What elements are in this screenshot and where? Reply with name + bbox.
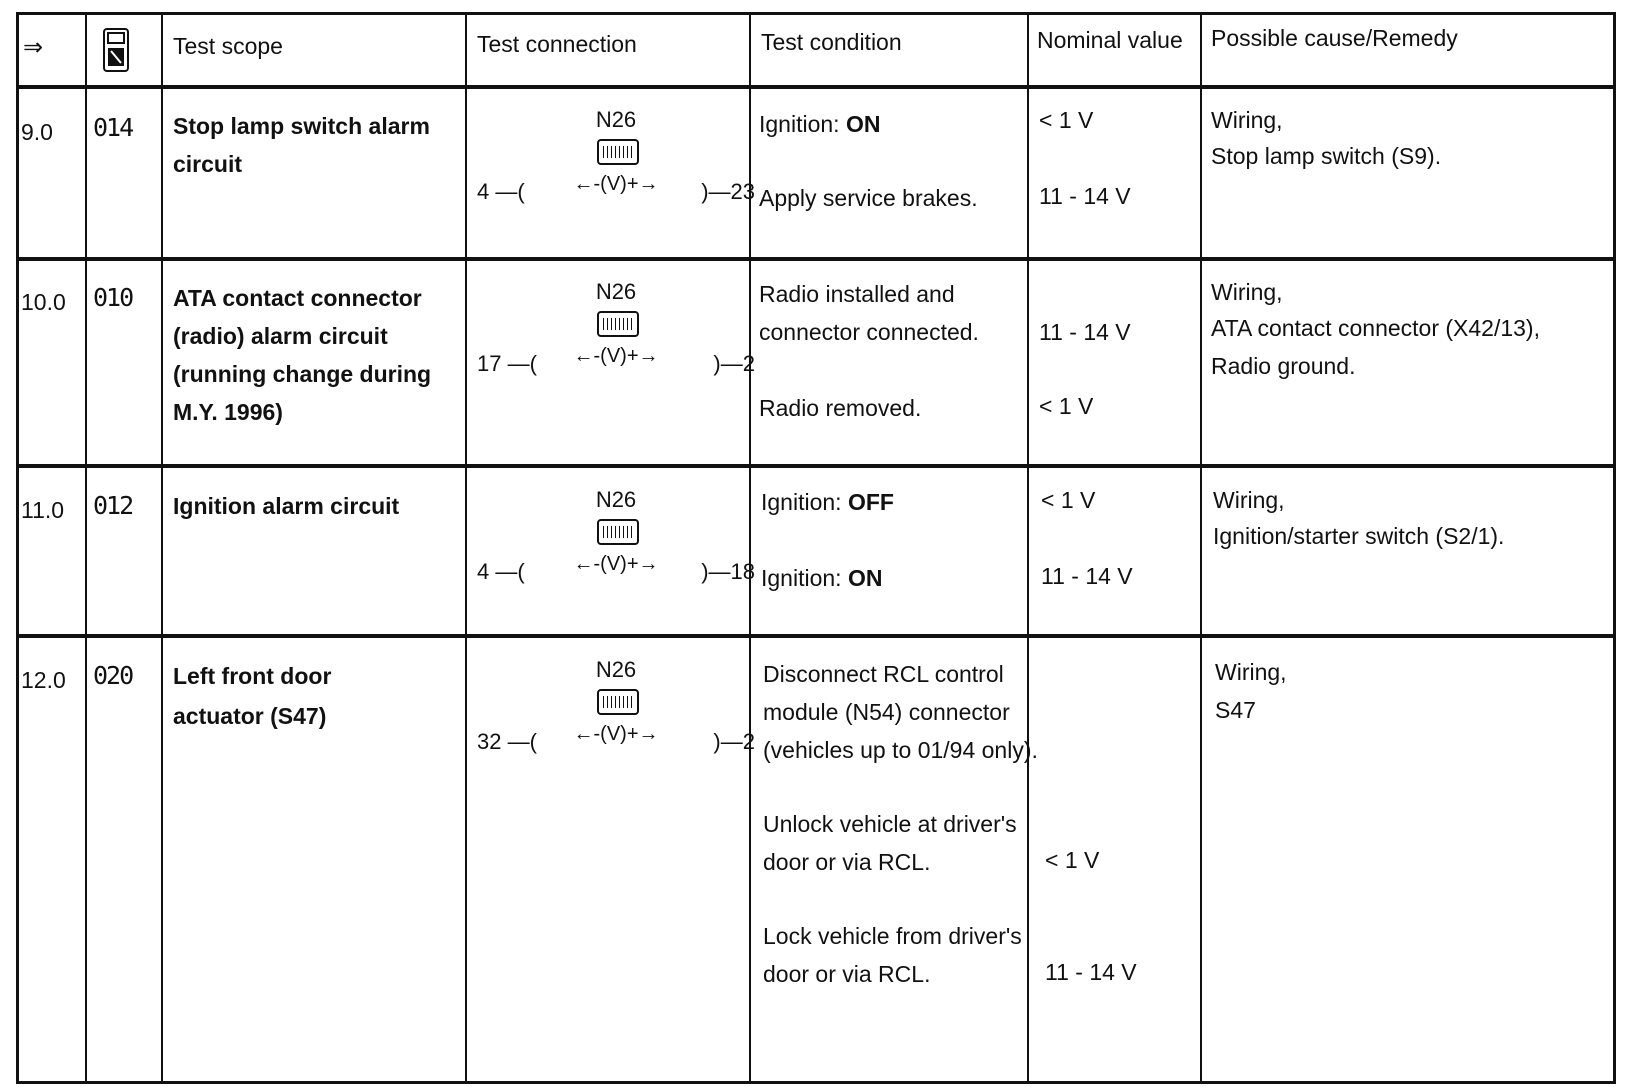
scope-line: Ignition alarm circuit bbox=[173, 493, 400, 519]
left-pin: 4 —( bbox=[477, 559, 525, 584]
test-code: 014 bbox=[93, 113, 133, 142]
remedy-line: S47 bbox=[1215, 697, 1256, 723]
remedy-line: Radio ground. bbox=[1211, 353, 1356, 379]
voltmeter-icon: ←-(V)+→ bbox=[573, 553, 659, 575]
nominal-value: 11 - 14 V bbox=[1041, 563, 1133, 589]
remedy-line: Ignition/starter switch (S2/1). bbox=[1213, 523, 1505, 549]
nominal-value: < 1 V bbox=[1039, 107, 1094, 133]
scope-line: circuit bbox=[173, 151, 243, 177]
condition-line: connector connected. bbox=[759, 319, 979, 345]
scope-line: actuator (S47) bbox=[173, 703, 327, 729]
column-divider bbox=[1200, 15, 1202, 1081]
voltmeter-icon: ←-(V)+→ bbox=[573, 173, 659, 195]
connector-label: N26 bbox=[595, 279, 637, 304]
nominal-value: < 1 V bbox=[1041, 487, 1096, 513]
scope-line: (running change during bbox=[173, 361, 432, 387]
connector-label: N26 bbox=[595, 657, 637, 682]
condition-line: Ignition: OFF bbox=[761, 489, 894, 515]
test-table bbox=[16, 12, 1616, 1084]
condition-line: (vehicles up to 01/94 only). bbox=[763, 737, 1038, 763]
header-nominal-value: Nominal value bbox=[1037, 27, 1183, 53]
column-divider bbox=[1027, 15, 1029, 1081]
right-pin: )—18 bbox=[701, 559, 755, 584]
header-test-scope: Test scope bbox=[173, 33, 283, 59]
step-number: 10.0 bbox=[21, 289, 66, 315]
condition-line: Lock vehicle from driver's bbox=[763, 923, 1022, 949]
nominal-value: 11 - 14 V bbox=[1039, 183, 1131, 209]
right-pin: )—2 bbox=[713, 729, 755, 754]
step-number: 12.0 bbox=[21, 667, 66, 693]
voltmeter-icon: ←-(V)+→ bbox=[573, 345, 659, 367]
condition-line: Apply service brakes. bbox=[759, 185, 978, 211]
header-test-connection: Test connection bbox=[477, 31, 637, 57]
scope-line: M.Y. 1996) bbox=[173, 399, 283, 425]
condition-line: Radio removed. bbox=[759, 395, 922, 421]
condition-line: Unlock vehicle at driver's bbox=[763, 811, 1017, 837]
nominal-value: 11 - 14 V bbox=[1039, 319, 1131, 345]
remedy-line: Wiring, bbox=[1215, 659, 1287, 685]
column-divider bbox=[85, 15, 87, 1081]
nominal-value: < 1 V bbox=[1045, 847, 1100, 873]
connector-icon bbox=[597, 689, 639, 715]
voltmeter-icon: ←-(V)+→ bbox=[573, 723, 659, 745]
remedy-line: Wiring, bbox=[1211, 279, 1283, 305]
tester-icon bbox=[101, 27, 131, 84]
nominal-value: 11 - 14 V bbox=[1045, 959, 1137, 985]
connector-icon bbox=[597, 311, 639, 337]
condition-line: door or via RCL. bbox=[763, 961, 931, 987]
test-code: 020 bbox=[93, 661, 133, 690]
remedy-line: Stop lamp switch (S9). bbox=[1211, 143, 1442, 169]
left-pin: 32 —( bbox=[477, 729, 537, 754]
header-test-condition: Test condition bbox=[761, 29, 902, 55]
right-pin: )—2 bbox=[713, 351, 755, 376]
row-divider bbox=[19, 634, 1613, 638]
left-pin: 4 —( bbox=[477, 179, 525, 204]
test-code: 012 bbox=[93, 491, 133, 520]
remedy-line: ATA contact connector (X42/13), bbox=[1211, 315, 1540, 341]
test-code: 010 bbox=[93, 283, 133, 312]
row-divider bbox=[19, 464, 1613, 468]
step-number: 11.0 bbox=[21, 497, 65, 523]
scope-line: Left front door bbox=[173, 663, 332, 689]
condition-line: Ignition: ON bbox=[761, 565, 883, 591]
connection-diagram bbox=[475, 487, 757, 607]
connector-label: N26 bbox=[595, 107, 637, 132]
connector-label: N26 bbox=[595, 487, 637, 512]
scope-line: (radio) alarm circuit bbox=[173, 323, 388, 349]
column-divider bbox=[161, 15, 163, 1081]
connection-diagram bbox=[475, 279, 757, 399]
header-divider bbox=[19, 85, 1613, 89]
condition-line: module (N54) connector bbox=[763, 699, 1010, 725]
connector-icon bbox=[597, 139, 639, 165]
header-cause-remedy: Possible cause/Remedy bbox=[1211, 25, 1458, 51]
row-divider bbox=[19, 257, 1613, 261]
arrow-symbol: ⇒ bbox=[23, 34, 44, 61]
connection-diagram bbox=[475, 107, 757, 227]
column-divider bbox=[465, 15, 467, 1081]
connection-diagram bbox=[475, 657, 757, 777]
condition-line: Radio installed and bbox=[759, 281, 955, 307]
remedy-line: Wiring, bbox=[1211, 107, 1283, 133]
left-pin: 17 —( bbox=[477, 351, 537, 376]
condition-line: door or via RCL. bbox=[763, 849, 931, 875]
condition-line: Ignition: ON bbox=[759, 111, 881, 137]
right-pin: )—23 bbox=[701, 179, 755, 204]
scope-line: Stop lamp switch alarm bbox=[173, 113, 430, 139]
scope-line: ATA contact connector bbox=[173, 285, 422, 311]
nominal-value: < 1 V bbox=[1039, 393, 1094, 419]
connector-icon bbox=[597, 519, 639, 545]
condition-line: Disconnect RCL control bbox=[763, 661, 1004, 687]
step-number: 9.0 bbox=[21, 119, 53, 145]
remedy-line: Wiring, bbox=[1213, 487, 1285, 513]
